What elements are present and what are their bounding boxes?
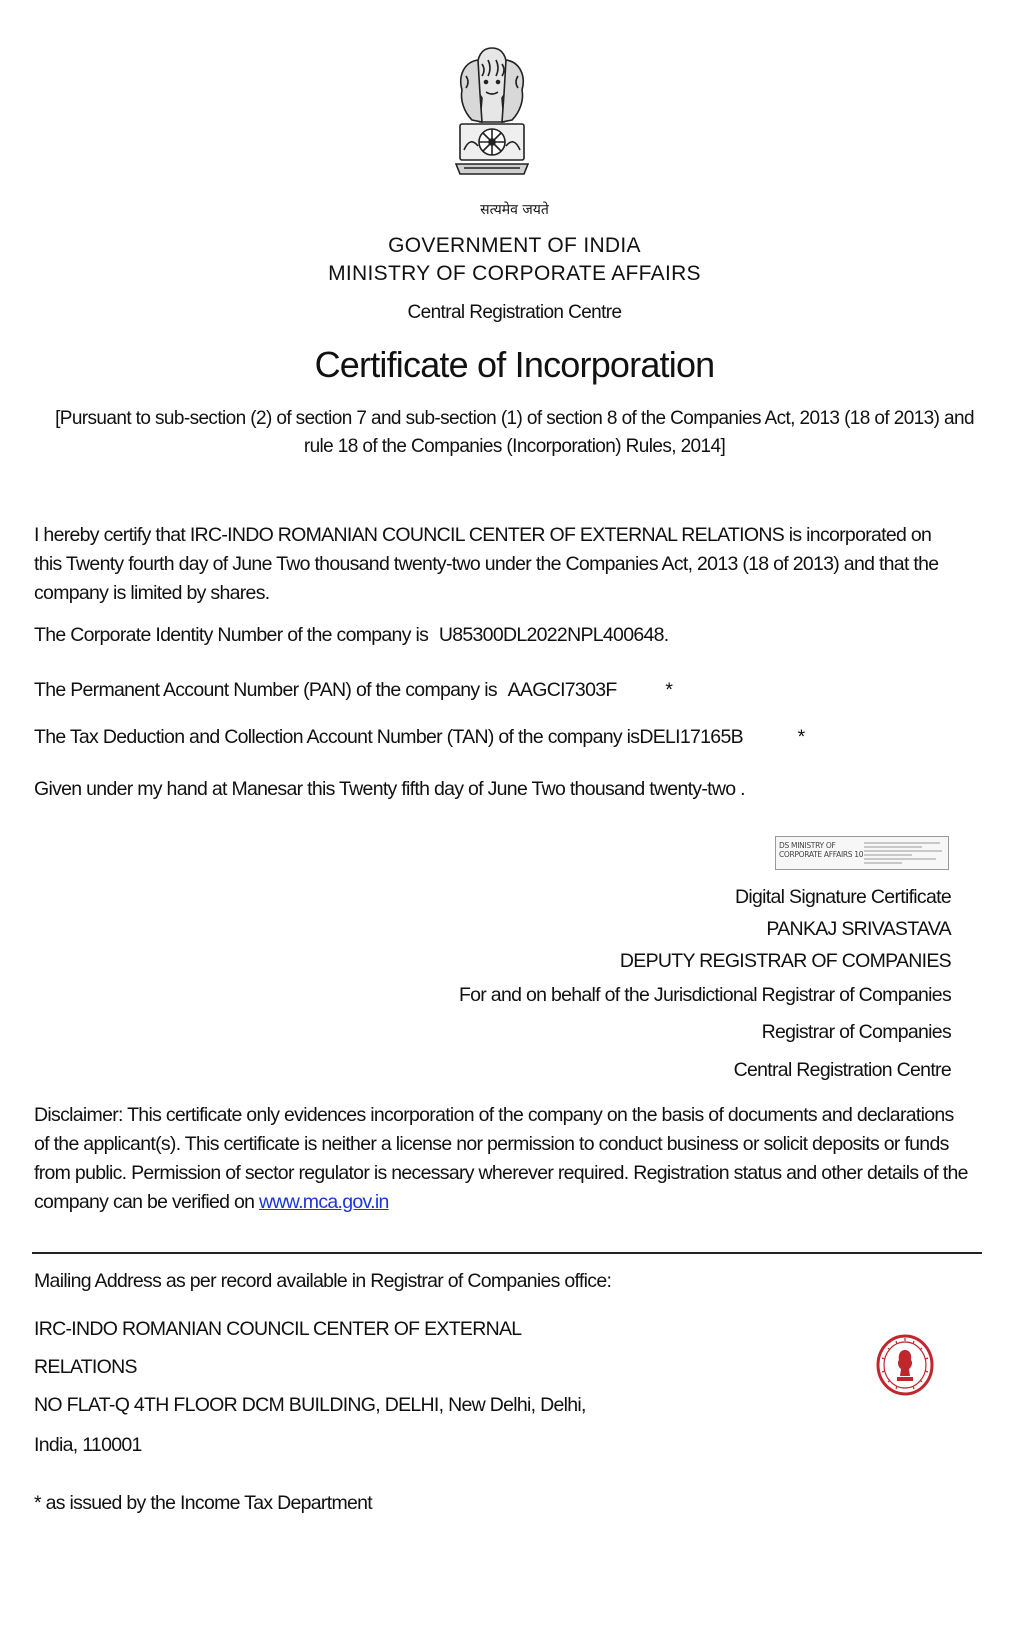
stamp-line-1: DS MINISTRY OF (779, 841, 836, 850)
mailing-line-1: IRC-INDO ROMANIAN COUNCIL CENTER OF EXTERNAL (34, 1318, 522, 1340)
cin-statement (34, 620, 669, 650)
cin-value: U85300DL2022NPL400648. (438, 624, 669, 646)
disclaimer-line-3: from public. Permission of sector regulator is necessary wherever required. Registration status and other details of the (34, 1162, 968, 1184)
ministry-heading: MINISTRY OF CORPORATE AFFAIRS (328, 262, 701, 285)
signatory-name: PANKAJ SRIVASTAVA (766, 918, 951, 940)
disclaimer-line-1: Disclaimer: This certificate only evidences incorporation of the company on the basis of documents and declarations (34, 1104, 954, 1126)
mca-seal-icon (876, 1334, 934, 1396)
pan-asterisk: * (665, 679, 673, 701)
mailing-line-2: RELATIONS (34, 1356, 137, 1378)
signature-roc: Registrar of Companies (761, 1021, 951, 1043)
cin-prefix: The Corporate Identity Number of the company is (34, 624, 429, 646)
pan-statement (34, 675, 672, 705)
disclaimer-line-2: of the applicant(s). This certificate is neither a license nor permission to conduct business or solicit deposits or funds (34, 1133, 949, 1155)
mailing-line-3: NO FLAT-Q 4TH FLOOR DCM BUILDING, DELHI, New Delhi, Delhi, (34, 1394, 586, 1416)
tan-statement (34, 722, 805, 752)
signature-dsc: Digital Signature Certificate (735, 886, 951, 908)
disclaimer-verify-prefix: company can be verified on (34, 1191, 255, 1213)
page-title: Certificate of Incorporation (314, 344, 715, 385)
section-divider (32, 1252, 982, 1254)
given-statement: Given under my hand at Manesar this Twenty fifth day of June Two thousand twenty-two . (34, 778, 745, 800)
tan-value: DELI17165B (639, 726, 743, 748)
tan-prefix: The Tax Deduction and Collection Account Number (TAN) of the company is (34, 726, 640, 748)
certify-line-2: this Twenty fourth day of June Two thousand twenty-two under the Companies Act, 2013 (18 of 2013) and that the (34, 553, 939, 575)
signatory-designation: DEPUTY REGISTRAR OF COMPANIES (619, 950, 951, 972)
mailing-line-4: India, 110001 (34, 1434, 142, 1456)
signature-crc: Central Registration Centre (733, 1059, 951, 1081)
pursuant-line-2: rule 18 of the Companies (Incorporation) Rules, 2014] (303, 436, 726, 457)
disclaimer-line-4 (34, 1187, 389, 1217)
pan-value: AAGCI7303F (507, 679, 617, 701)
emblem-motto: सत्यमेव जयते (480, 202, 549, 218)
government-heading: GOVERNMENT OF INDIA (388, 234, 641, 257)
digital-signature-stamp (775, 836, 949, 870)
mca-website-link[interactable]: www.mca.gov.in (259, 1191, 389, 1213)
official-seal (876, 1334, 934, 1396)
ashoka-emblem-icon (450, 42, 534, 210)
certify-line-3: company is limited by shares. (34, 582, 270, 604)
footnote: * as issued by the Income Tax Department (34, 1492, 372, 1514)
signature-on-behalf: For and on behalf of the Jurisdictional Registrar of Companies (458, 984, 951, 1006)
pan-prefix: The Permanent Account Number (PAN) of the company is (34, 679, 497, 701)
mailing-heading: Mailing Address as per record available in Registrar of Companies office: (34, 1270, 612, 1292)
registration-centre-heading: Central Registration Centre (407, 302, 622, 323)
certify-line-1: I hereby certify that IRC-INDO ROMANIAN COUNCIL CENTER OF EXTERNAL RELATIONS is incorporated on (34, 524, 932, 546)
stamp-details-icon (862, 840, 944, 866)
tan-asterisk: * (797, 726, 805, 748)
ashoka-emblem (450, 42, 534, 210)
pursuant-line-1: [Pursuant to sub-section (2) of section 7 and sub-section (1) of section 8 of the Companies Act, 2013 (18 of 2013) and (55, 408, 974, 429)
stamp-line-2: CORPORATE AFFAIRS 10 (779, 850, 864, 859)
